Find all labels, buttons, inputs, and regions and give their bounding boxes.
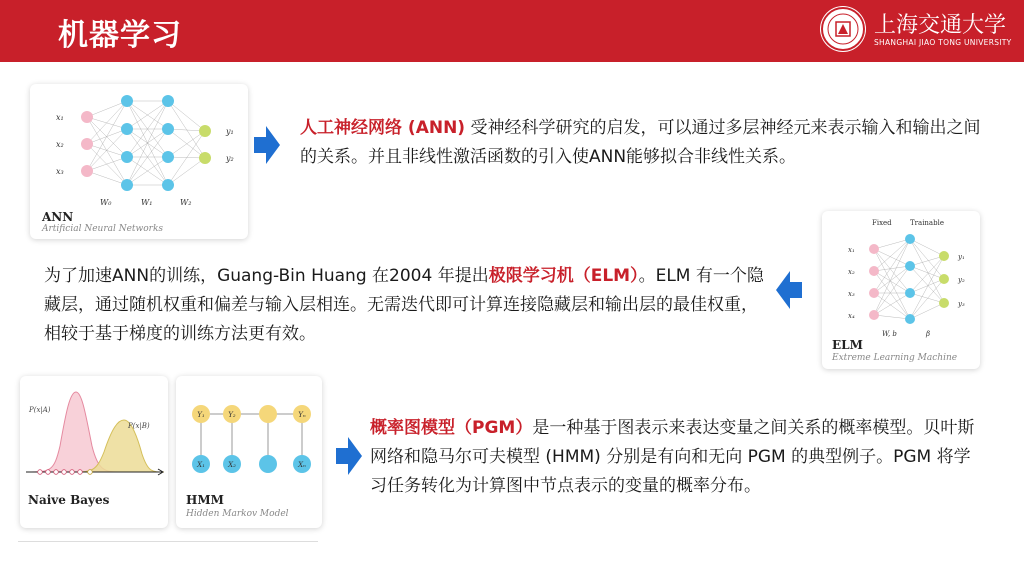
elm-text-after: 。ELM 有一个隐藏层，通过随机权重和偏差与输入层相连。无需迭代即可计算连接隐藏层和输出层的最佳权重，相较于基于梯度的训练方法更有效。 [44, 266, 764, 344]
elm-fixed-label: Fixed [872, 219, 892, 227]
ann-input-label: x₁ [56, 113, 64, 122]
elm-text-before: 为了加速ANN的训练，Guang-Bin Huang 在2004 年提出 [44, 266, 489, 286]
pgm-text: 是一种基于图表示来表达变量之间关系的概率模型。贝叶斯网络和隐马尔可夫模型 (HMM) 分别是有向和无向 PGM 的典型例子。PGM 将学习任务转化为计算图中节点表示的变量的概率分布。 [370, 418, 975, 496]
elm-output-label: y₂ [958, 276, 965, 284]
curve-b-label: P(x|B) [128, 422, 150, 430]
hmm-label: HMM [186, 493, 224, 507]
ann-caption: Artificial Neural Networks [42, 224, 164, 234]
hmm-state-label: Y₁ [197, 411, 205, 419]
naive-bayes-label: Naive Bayes [28, 493, 110, 507]
divider [18, 541, 318, 542]
pgm-description [370, 414, 986, 501]
ann-text: 受神经科学研究的启发，可以通过多层神经元来表示输入和输出之间的关系。并且非线性激活函数的引入使ANN能够拟合非线性关系。 [300, 118, 981, 167]
elm-trainable-label: Trainable [910, 219, 944, 227]
naive-bayes-plot [20, 376, 168, 486]
elm-label: ELM [832, 338, 863, 352]
elm-description [44, 262, 766, 349]
elm-input-label: x₄ [848, 312, 855, 320]
elm-output-label: y₃ [958, 300, 965, 308]
ann-description [300, 114, 990, 172]
curve-a-label: P(x|A) [29, 406, 51, 414]
ann-highlight: 人工神经网络 (ANN) [300, 118, 466, 138]
arrow-left-icon [776, 271, 802, 309]
arrow-right-icon [336, 437, 362, 475]
ann-network-diagram [30, 84, 248, 209]
elm-highlight: 极限学习机（ELM） [488, 266, 639, 286]
hmm-state-label: Y₂ [228, 411, 236, 419]
arrow-right-icon [254, 126, 280, 164]
hmm-obs-label: X₂ [228, 461, 236, 469]
elm-weight-label: β [926, 330, 931, 338]
elm-weight-label: W, b [882, 330, 897, 338]
hmm-state-label: Yₙ [298, 411, 306, 419]
page-title: 机器学习 [58, 18, 182, 53]
naive-bayes-card [20, 376, 168, 528]
logo-name: 上海交通大学 [874, 13, 1007, 38]
ann-input-label: x₂ [56, 140, 64, 149]
ann-label: ANN [42, 210, 74, 224]
elm-output-label: y₁ [958, 253, 965, 261]
ann-output-label: y₁ [226, 127, 234, 136]
elm-input-label: x₁ [848, 246, 855, 254]
hmm-card [176, 376, 322, 528]
header-bar [0, 0, 1024, 62]
ann-input-label: x₃ [56, 167, 64, 176]
ann-diagram-card [30, 84, 248, 239]
hmm-obs-label: Xₙ [298, 461, 306, 469]
elm-input-label: x₃ [848, 290, 855, 298]
hmm-diagram [176, 376, 322, 486]
pgm-highlight: 概率图模型（PGM） [370, 418, 533, 438]
logo-subtitle: SHANGHAI JIAO TONG UNIVERSITY [874, 38, 1012, 47]
elm-input-label: x₂ [848, 268, 855, 276]
university-logo [820, 6, 1020, 56]
elm-network-diagram [822, 211, 980, 341]
ann-weight-label: W₂ [180, 198, 192, 207]
ann-weight-label: W₁ [141, 198, 153, 207]
university-seal-icon [820, 6, 866, 52]
hmm-obs-label: X₁ [197, 461, 205, 469]
ann-output-label: y₂ [226, 154, 234, 163]
hmm-caption: Hidden Markov Model [186, 509, 289, 519]
ann-weight-label: W₀ [100, 198, 112, 207]
elm-caption: Extreme Learning Machine [832, 353, 958, 363]
elm-diagram-card [822, 211, 980, 369]
